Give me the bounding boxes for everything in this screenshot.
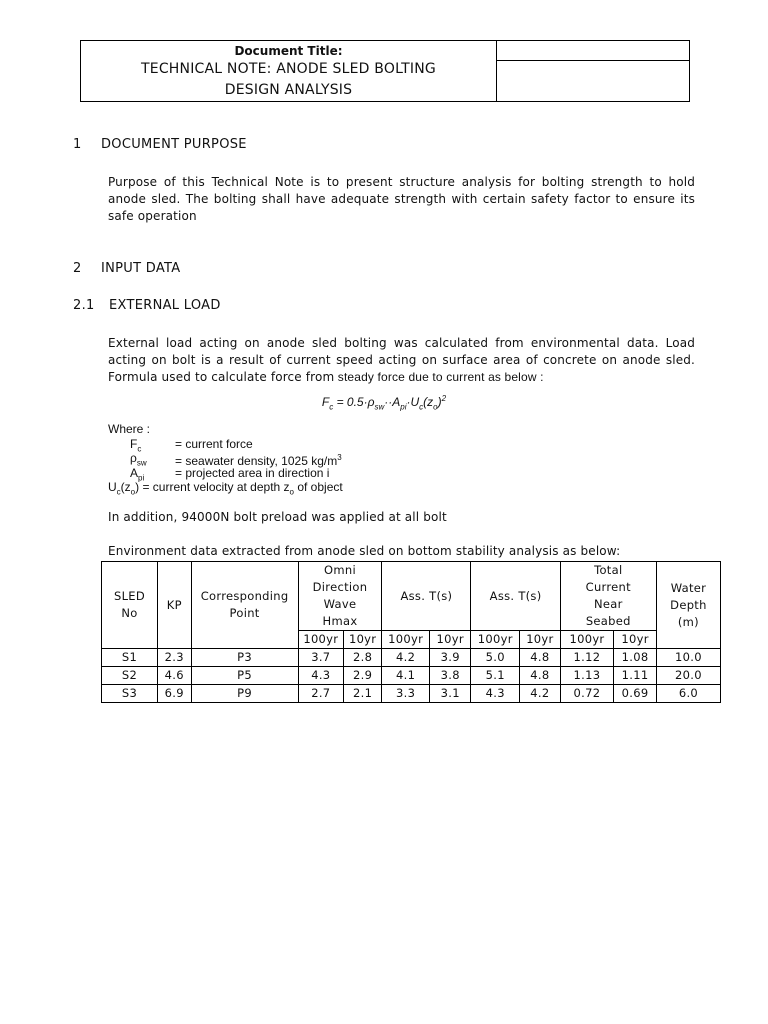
definition-velocity	[108, 480, 343, 500]
table-cell: 20.0	[656, 667, 720, 685]
subheader-cell: 10yr	[344, 631, 382, 649]
section-title: DOCUMENT PURPOSE	[101, 137, 247, 152]
current-force-formula	[0, 394, 768, 411]
formula-part: = 0.5·ρ	[333, 395, 375, 409]
document-title-line-2: DESIGN ANALYSIS	[224, 82, 353, 98]
table-cell: 1.11	[614, 667, 657, 685]
paragraph-text: External load acting on anode sled bolting was calculated from environmental data. Load acting on bolt is a result of current speed acting on surface area of concrete on anode sled. Formula used to calculate force from	[108, 336, 695, 384]
subheader-cell: 100yr	[382, 631, 430, 649]
definition-description: = current force	[175, 436, 253, 451]
symbol-subscript: c	[137, 443, 142, 453]
table-cell: 3.8	[429, 667, 471, 685]
table-cell: 4.1	[382, 667, 430, 685]
table-row	[102, 649, 721, 667]
table-cell: 4.8	[520, 667, 561, 685]
symbol-text: F	[130, 436, 138, 451]
table-cell: 2.7	[298, 685, 343, 703]
subheader-cell: 10yr	[429, 631, 471, 649]
paragraph-tail: steady force due to current as below :	[334, 370, 544, 384]
subheader-cell: 100yr	[471, 631, 520, 649]
formula-exponent: 2	[441, 394, 447, 403]
formula-part: (z	[423, 395, 434, 409]
symbol-subscript: o	[289, 487, 294, 497]
symbol-text: (z	[120, 480, 131, 494]
symbol-subscript: o	[130, 487, 136, 497]
header-ass-t-2: Ass. T(s)	[471, 562, 560, 631]
external-load-paragraph	[108, 335, 695, 386]
where-label: Where :	[108, 422, 151, 436]
subheader-cell: 100yr	[560, 631, 614, 649]
preload-paragraph: In addition, 94000N bolt preload was applied at all bolt	[108, 510, 447, 524]
header-sled-no: SLED No	[102, 562, 158, 649]
table-cell: 0.72	[560, 685, 614, 703]
formula-subscript: c	[329, 402, 334, 412]
table-cell: 3.1	[429, 685, 471, 703]
table-cell: 3.3	[382, 685, 430, 703]
table-header-row	[102, 562, 721, 631]
header-ass-t-1: Ass. T(s)	[382, 562, 471, 631]
description-text: of object	[294, 480, 343, 494]
table-cell: P9	[191, 685, 298, 703]
document-title-label: Document Title:	[234, 44, 343, 58]
document-title-line-1: TECHNICAL NOTE: ANODE SLED BOLTING	[141, 61, 436, 77]
symbol-text: U	[108, 480, 117, 494]
table-row	[102, 685, 721, 703]
table-row	[102, 667, 721, 685]
table-cell: 1.12	[560, 649, 614, 667]
table-cell: 4.2	[382, 649, 430, 667]
table-cell: P3	[191, 649, 298, 667]
table-cell: 4.8	[520, 649, 561, 667]
formula-part: ·U	[406, 395, 420, 409]
table-cell: 6.0	[656, 685, 720, 703]
symbol-subscript: pi	[138, 472, 145, 482]
table-cell: 4.3	[298, 667, 343, 685]
table-cell: 10.0	[656, 649, 720, 667]
table-cell: S3	[102, 685, 158, 703]
symbol-text: A	[130, 465, 139, 480]
table-cell: P5	[191, 667, 298, 685]
environment-data-table	[101, 561, 721, 703]
subheader-cell: 10yr	[520, 631, 561, 649]
section-title: EXTERNAL LOAD	[109, 298, 221, 313]
formula-subscript: pi	[400, 402, 407, 412]
table-cell: 6.9	[158, 685, 191, 703]
description-text: = current velocity at depth z	[139, 480, 290, 494]
header-corresponding-point: Corresponding Point	[191, 562, 298, 649]
unit-exponent: 3	[337, 453, 342, 462]
table-cell: 1.13	[560, 667, 614, 685]
table-cell: 2.9	[344, 667, 382, 685]
section-number: 2	[73, 261, 82, 276]
table-cell: S2	[102, 667, 158, 685]
table-cell: 3.7	[298, 649, 343, 667]
formula-subscript: o	[433, 402, 438, 412]
table-cell: S1	[102, 649, 158, 667]
table-cell: 4.6	[158, 667, 191, 685]
table-cell: 5.0	[471, 649, 520, 667]
formula-subscript: c	[419, 402, 424, 412]
title-block	[80, 40, 690, 102]
description-text: = seawater density, 1025 kg/m	[175, 454, 338, 468]
table-cell: 2.3	[158, 649, 191, 667]
title-block-divider	[497, 60, 689, 61]
header-kp: KP	[158, 562, 191, 649]
environment-intro-paragraph: Environment data extracted from anode sled on bottom stability analysis as below:	[108, 544, 621, 558]
formula-part: F	[321, 395, 330, 409]
section-number: 2.1	[73, 298, 95, 313]
formula-part: ··A	[384, 395, 401, 409]
header-wave-hmax: Omni Direction Wave Hmax	[298, 562, 382, 631]
table-cell: 3.9	[429, 649, 471, 667]
table-cell: 2.1	[344, 685, 382, 703]
symbol-subscript: sw	[136, 458, 147, 468]
table-cell: 4.2	[520, 685, 561, 703]
header-water-depth: Water Depth (m)	[656, 562, 720, 649]
title-cell	[81, 41, 497, 101]
symbol-text: ρ	[130, 451, 137, 465]
purpose-paragraph: Purpose of this Technical Note is to present structure analysis for bolting strength to hold anode sled. The bolting shall have adequate strength with certain safety factor to ensure its safe operation	[108, 175, 695, 223]
table-cell: 2.8	[344, 649, 382, 667]
header-total-current: Total Current Near Seabed	[560, 562, 656, 631]
definition-description: = projected area in direction i	[175, 465, 330, 480]
table-cell: 4.3	[471, 685, 520, 703]
table-cell: 1.08	[614, 649, 657, 667]
formula-subscript: sw	[374, 402, 385, 412]
section-title: INPUT DATA	[101, 261, 181, 276]
formula-part: )	[437, 395, 442, 409]
section-number: 1	[73, 137, 82, 152]
subheader-cell: 10yr	[614, 631, 657, 649]
symbol-text: )	[135, 480, 140, 494]
symbol-subscript: c	[116, 487, 121, 497]
subheader-cell: 100yr	[298, 631, 343, 649]
table-cell: 0.69	[614, 685, 657, 703]
table-cell: 5.1	[471, 667, 520, 685]
